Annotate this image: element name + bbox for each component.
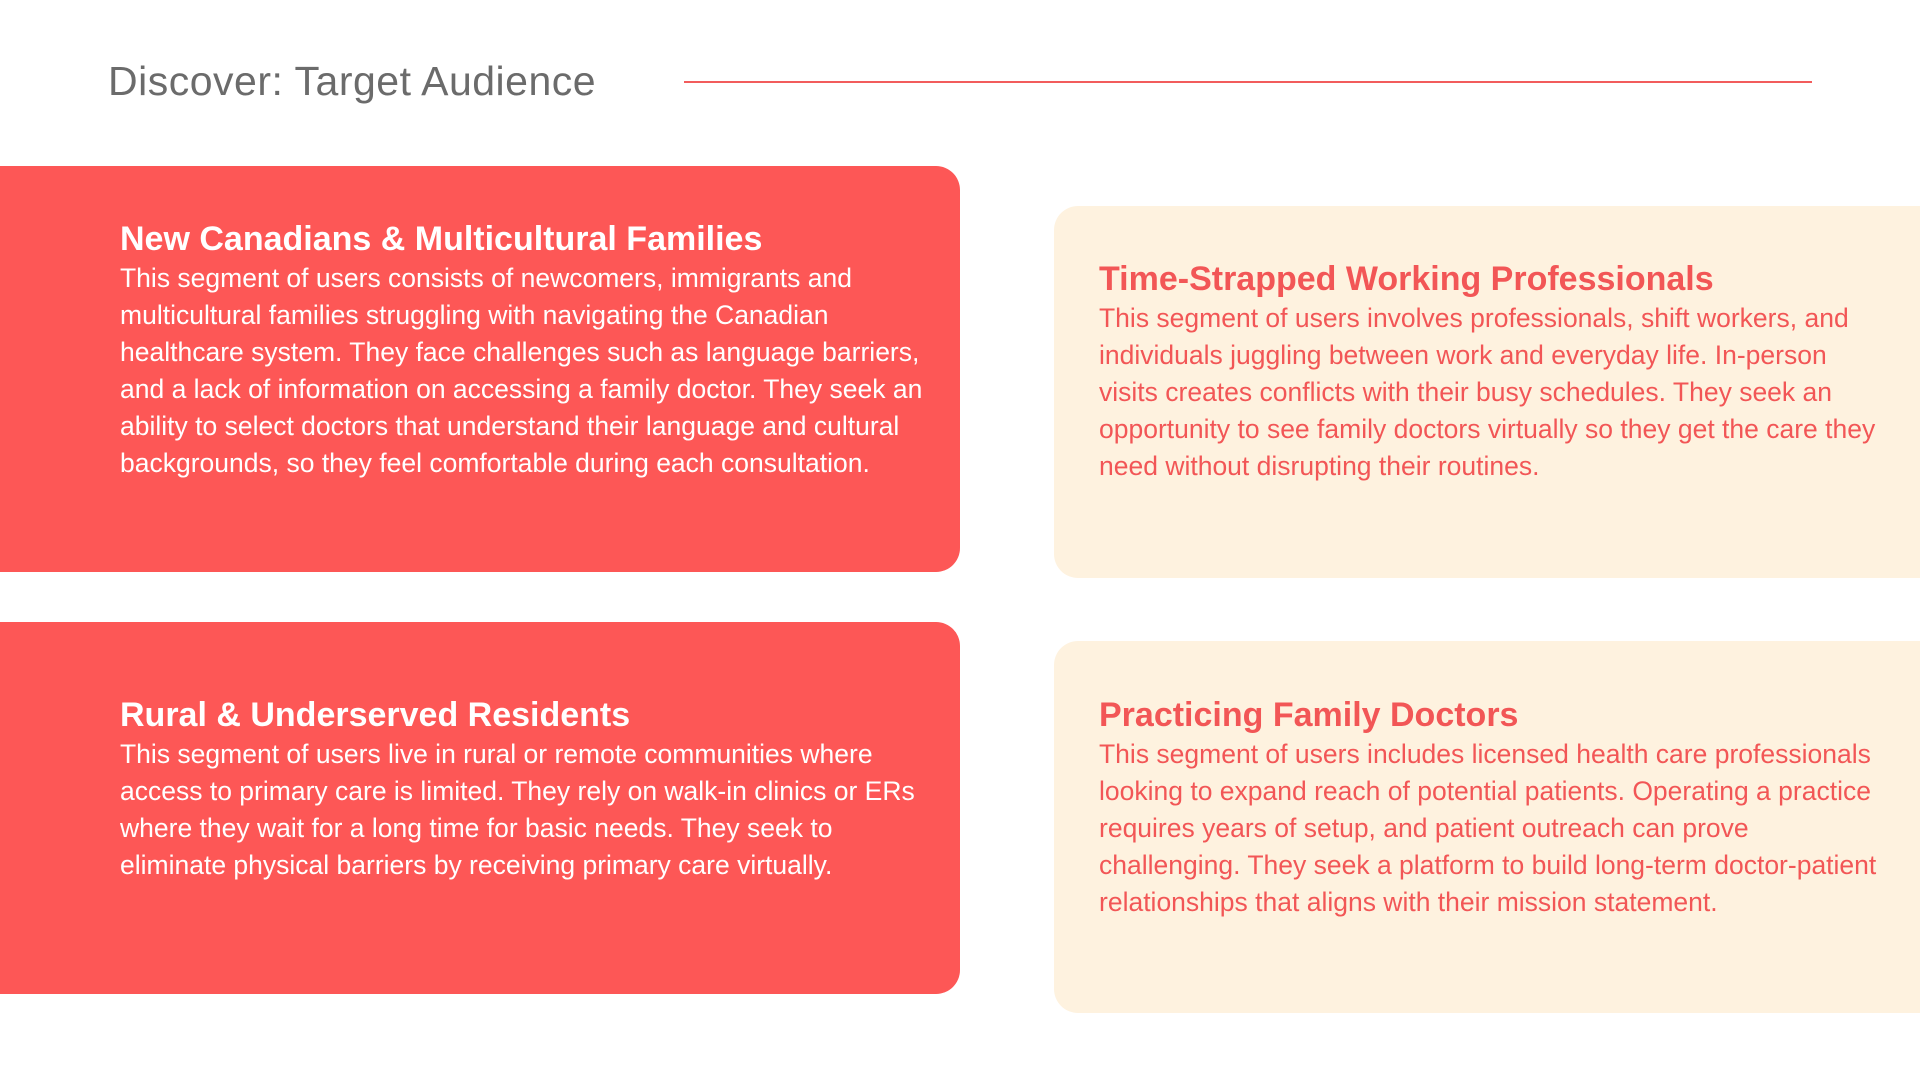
segment-title: Practicing Family Doctors bbox=[1099, 696, 1519, 734]
segment-description: This segment of users consists of newcomers, immigrants and multicultural families struggling with navigating the Canadian healthcare system. They face challenges such as language barriers, and a lack of information on accessing a family doctor. They seek an ability to select doctors that understand their language and cultural backgrounds, so they feel comfortable during each consultation. bbox=[120, 263, 923, 478]
segment-title: Rural & Underserved Residents bbox=[120, 696, 631, 734]
title-divider bbox=[684, 81, 1812, 83]
segment-title: New Canadians & Multicultural Families bbox=[120, 220, 763, 258]
segment-card-working-professionals bbox=[1054, 206, 1920, 578]
segment-description: This segment of users involves professionals, shift workers, and individuals juggling between work and everyday life. In-person visits creates conflicts with their busy schedules. They seek an opportunity to see family doctors virtually so they get the care they need without disrupting their routines. bbox=[1099, 303, 1876, 481]
segment-card-rural-residents bbox=[0, 622, 960, 994]
page-title: Discover: Target Audience bbox=[108, 58, 597, 104]
segment-title: Time-Strapped Working Professionals bbox=[1099, 260, 1714, 298]
segment-card-new-canadians bbox=[0, 166, 960, 572]
segment-description: This segment of users includes licensed health care professionals looking to expand reach of potential patients. Operating a practice requires years of setup, and patient outreach can prove challenging. They seek a platform to build long-term doctor-patient relationships that aligns with their mission statement. bbox=[1099, 739, 1877, 917]
segment-card-family-doctors bbox=[1054, 641, 1920, 1013]
segment-description: This segment of users live in rural or remote communities where access to primary care is limited. They rely on walk-in clinics or ERs where they wait for a long time for basic needs. They seek to eliminate physical barriers by receiving primary care virtually. bbox=[120, 739, 915, 880]
